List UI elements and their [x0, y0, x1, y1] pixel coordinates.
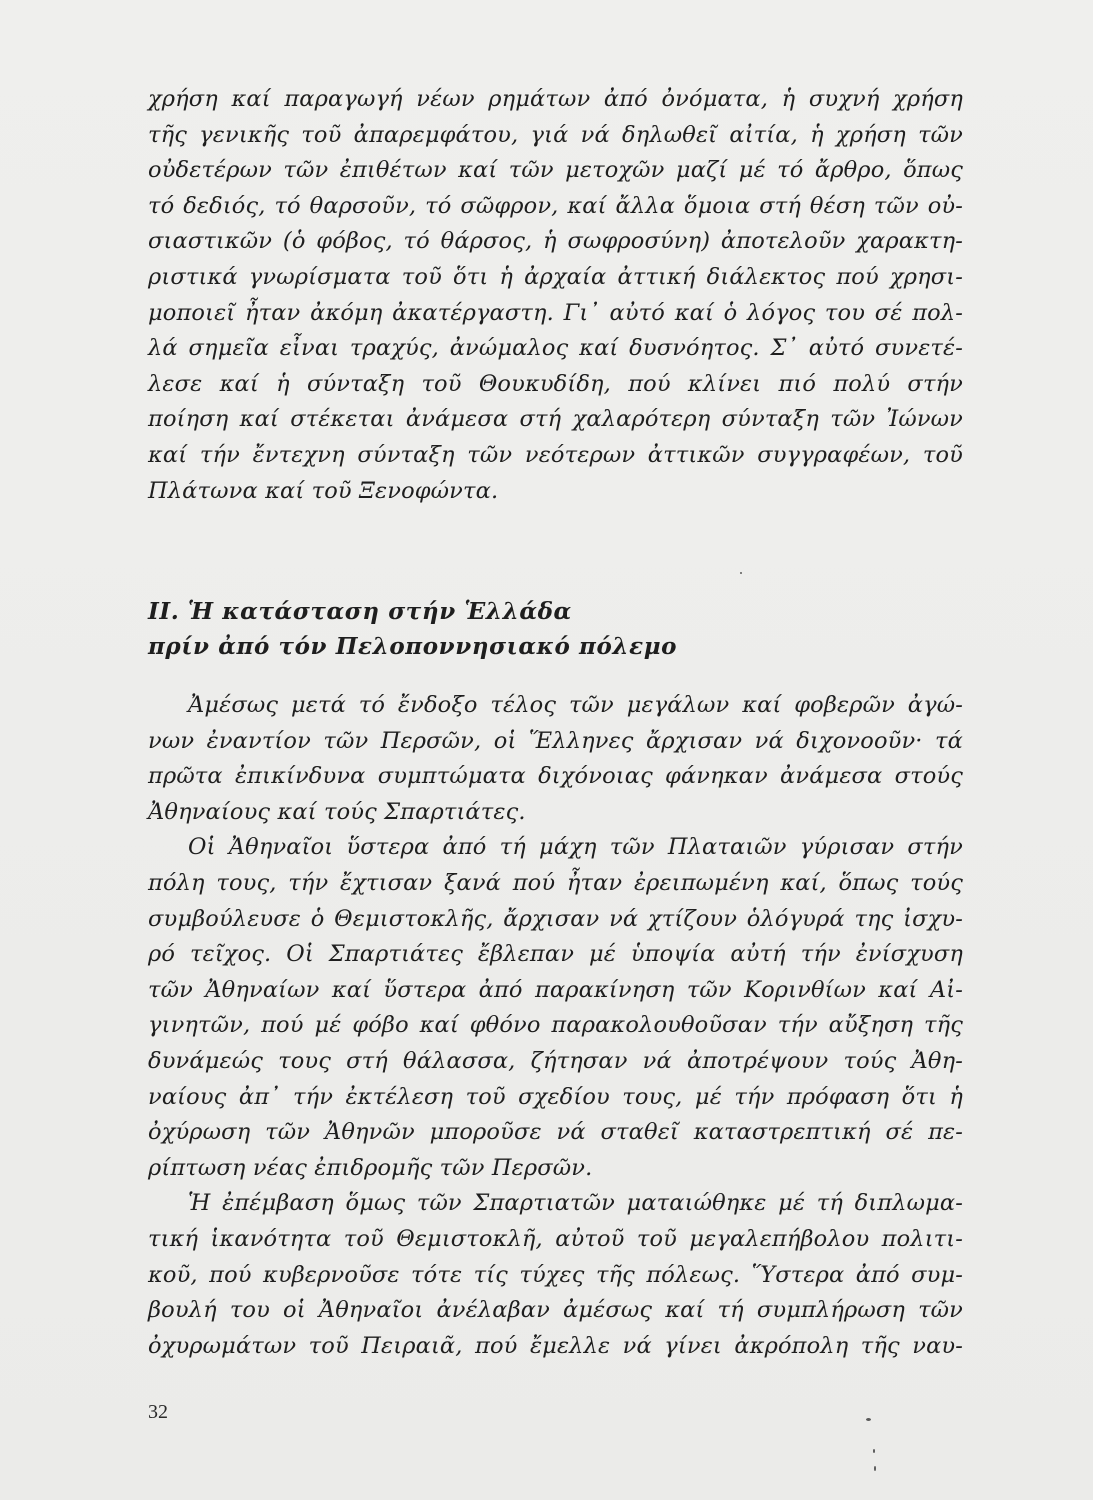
- page-number: 32: [148, 1401, 168, 1423]
- text-line: πρῶτα ἐπικίνδυνα συμπτώματα διχόνοιας φάνηκαν ἀνάμεσα στούς: [148, 763, 963, 790]
- text-line: τῶν Ἀθηναίων καί ὕστερα ἀπό παρακίνηση τῶν Κορινθίων καί Αἰ-: [148, 976, 963, 1003]
- text-line: ριστικά γνωρίσματα τοῦ ὅτι ἡ ἀρχαία ἀττική διάλεκτος πού χρησι-: [148, 263, 963, 290]
- text-line: τῆς γενικῆς τοῦ ἀπαρεμφάτου, γιά νά δηλωθεῖ αἰτία, ἡ χρήση τῶν: [148, 121, 963, 148]
- text-line: Ἡ ἐπέμβαση ὅμως τῶν Σπαρτιατῶν ματαιώθηκε μέ τή διπλωμα-: [188, 1190, 963, 1217]
- text-line: ρό τεῖχος. Οἱ Σπαρτιάτες ἔβλεπαν μέ ὑποψία αὐτή τήν ἐνίσχυση: [148, 941, 963, 968]
- text-line: δυνάμεώς τους στή θάλασσα, ζήτησαν νά ἀποτρέψουν τούς Ἀθη-: [148, 1047, 963, 1074]
- text-line: νων ἐναντίον τῶν Περσῶν, οἱ Ἕλληνες ἄρχισαν νά διχονοοῦν· τά: [148, 727, 963, 754]
- section-heading-line-2: πρίν ἀπό τόν Πελοποννησιακό πόλεμο: [148, 633, 678, 660]
- text-line: κοῦ, πού κυβερνοῦσε τότε τίς τύχες τῆς πόλεως. Ὕστερα ἀπό συμ-: [148, 1261, 963, 1288]
- paragraph-2: [148, 688, 963, 1364]
- ink-speck: [740, 572, 742, 574]
- text-line: Οἱ Ἀθηναῖοι ὕστερα ἀπό τή μάχη τῶν Πλαταιῶν γύρισαν στήν: [188, 834, 963, 861]
- section-heading-line-1: ΙΙ. Ἡ κατάσταση στήν Ἑλλάδα: [148, 598, 572, 625]
- text-line: οὐδετέρων τῶν ἐπιθέτων καί τῶν μετοχῶν μαζί μέ τό ἄρθρο, ὅπως: [148, 157, 963, 184]
- ink-speck: [866, 1418, 871, 1421]
- text-line: βουλή του οἱ Ἀθηναῖοι ἀνέλαβαν ἀμέσως καί τή συμπλήρωση τῶν: [148, 1297, 963, 1324]
- text-line: Ἀμέσως μετά τό ἔνδοξο τέλος τῶν μεγάλων καί φοβερῶν ἀγώ-: [188, 692, 963, 718]
- text-line: λά σημεῖα εἶναι τραχύς, ἀνώμαλος καί δυσνόητος. Σ᾽ αὐτό συνετέ-: [148, 335, 963, 362]
- text-line: ὀχυρωμάτων τοῦ Πειραιᾶ, πού ἔμελλε νά γίνει ἀκρόπολη τῆς ναυ-: [148, 1332, 963, 1359]
- text-line: πόλη τους, τήν ἔχτισαν ξανά πού ἦταν ἐρειπωμένη καί, ὅπως τούς: [148, 869, 963, 896]
- ink-speck: [874, 1466, 876, 1471]
- text-line: Ἀθηναίους καί τούς Σπαρτιάτες.: [148, 798, 526, 825]
- text-line: ναίους ἀπ᾽ τήν ἐκτέλεση τοῦ σχεδίου τους, μέ τήν πρόφαση ὅτι ἡ: [148, 1083, 963, 1110]
- text-line: σιαστικῶν (ὁ φόβος, τό θάρσος, ἡ σωφροσύνη) ἀποτελοῦν χαρακτη-: [148, 228, 963, 255]
- text-line: τό δεδιός, τό θαρσοῦν, τό σῶφρον, καί ἄλλα ὅμοια στή θέση τῶν οὐ-: [148, 192, 963, 219]
- paragraph-1: [148, 82, 963, 509]
- text-line: ὀχύρωση τῶν Ἀθηνῶν μποροῦσε νά σταθεῖ καταστρεπτική σέ πε-: [148, 1119, 963, 1146]
- text-line: ρίπτωση νέας ἐπιδρομῆς τῶν Περσῶν.: [148, 1154, 593, 1181]
- text-line: ποίηση καί στέκεται ἀνάμεσα στή χαλαρότερη σύνταξη τῶν Ἰώνων: [148, 406, 963, 433]
- text-line: καί τήν ἔντεχνη σύνταξη τῶν νεότερων ἀττικῶν συγγραφέων, τοῦ: [148, 441, 963, 468]
- text-line: μοποιεῖ ἦταν ἀκόμη ἀκατέργαστη. Γι᾽ αὐτό καί ὁ λόγος του σέ πολ-: [148, 299, 963, 326]
- text-line: λεσε καί ἡ σύνταξη τοῦ Θουκυδίδη, πού κλίνει πιό πολύ στήν: [148, 370, 963, 397]
- text-line: χρήση καί παραγωγή νέων ρημάτων ἀπό ὀνόματα, ἡ συχνή χρήση: [148, 86, 963, 112]
- text-line: τική ἱκανότητα τοῦ Θεμιστοκλῆ, αὐτοῦ τοῦ μεγαλεπήβολου πολιτι-: [148, 1225, 963, 1252]
- ink-speck: [873, 1449, 875, 1453]
- text-line: συμβούλευσε ὁ Θεμιστοκλῆς, ἄρχισαν νά χτίζουν ὁλόγυρά της ἰσχυ-: [148, 905, 963, 932]
- section-heading: [148, 594, 848, 664]
- text-line: Πλάτωνα καί τοῦ Ξενοφώντα.: [148, 477, 499, 504]
- text-line: γινητῶν, πού μέ φόβο καί φθόνο παρακολουθοῦσαν τήν αὔξηση τῆς: [148, 1012, 963, 1039]
